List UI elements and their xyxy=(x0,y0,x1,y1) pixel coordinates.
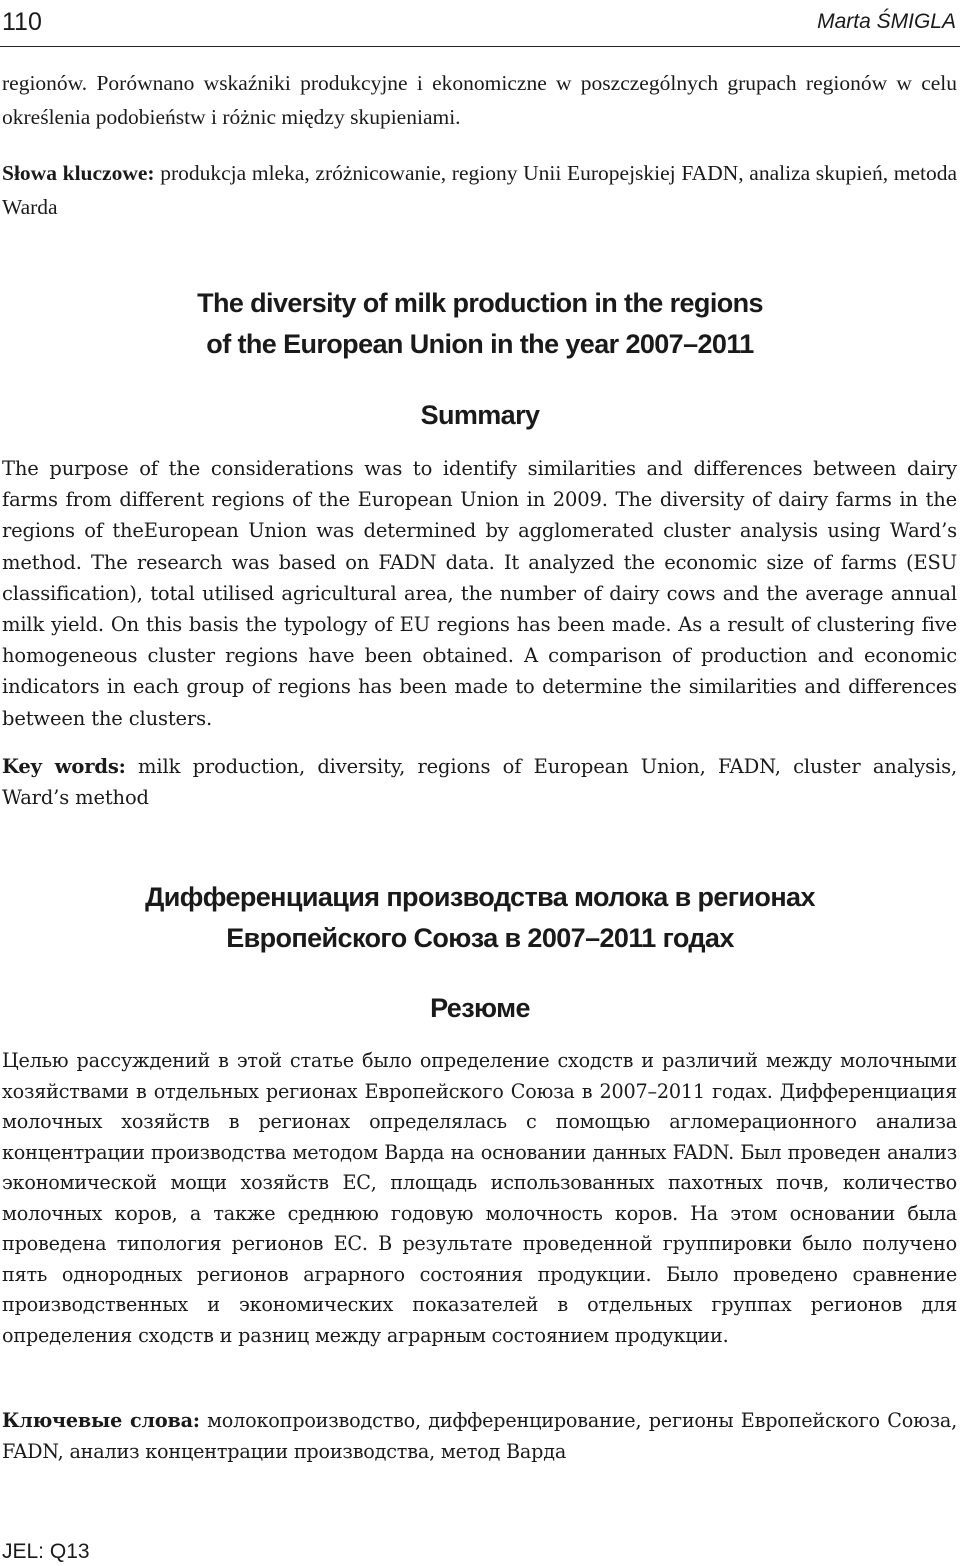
english-keywords-text: milk production, diversity, regions of European Union, FADN, cluster analysis, Ward’s method xyxy=(2,755,957,810)
russian-summary-heading: Резюме xyxy=(430,993,530,1023)
russian-title-line2: Европейского Союза в 2007–2011 годах xyxy=(226,923,734,953)
english-title-line2: of the European Union in the year 2007–2011 xyxy=(206,329,754,359)
russian-title-line1: Дифференциация производства молока в регионах xyxy=(145,882,815,912)
jel-code: JEL: Q13 xyxy=(2,1540,90,1563)
english-summary-heading: Summary xyxy=(420,400,540,430)
russian-keywords-text: молокопроизводство, дифференцирование, регионы Европейского Союза, FADN, анализ концентрации производства, метод Варда xyxy=(2,1409,957,1463)
running-head-author: Marta ŚMIGLA xyxy=(817,10,956,33)
russian-summary-text: Целью рассуждений в этой статье было определение сходств и различий между молочными хозяйствами в отдельных регионах Европейского Союза в 2007–2011 годах. Дифференциация молочных хозяйств в регионах определялась с помощью агломерационного анализа концентрации производства методом Варда на основании данных FADN. Был проведен анализ экономической мощи хозяйств ЕС, площадь использованных пахотных почв, количество молочных коров, а также среднюю годовую молочность коров. На этом основании была проведена типология регионов ЕС. В результате проведенной группировки было получено пять однородных регионов аграрного состояния продукции. Было проведено сравнение производственных и экономических показателей в отдельных группах регионов для определения сходств и разниц между аграрным состоянием продукции. xyxy=(2,1049,957,1347)
header-rule xyxy=(0,46,960,47)
polish-keywords-label: Słowa kluczowe: xyxy=(2,161,155,185)
page-number: 110 xyxy=(2,8,42,36)
english-keywords xyxy=(2,751,957,813)
polish-keywords-text: produkcja mleka, zróżnicowanie, regiony Unii Europejskiej FADN, analiza skupień, metoda Warda xyxy=(2,161,957,219)
polish-keywords xyxy=(2,156,957,224)
english-title-line1: The diversity of milk production in the regions xyxy=(197,288,763,318)
page-header xyxy=(0,4,960,44)
russian-keywords-label: Ключевые слова: xyxy=(2,1409,200,1432)
english-title xyxy=(0,283,960,365)
english-keywords-label: Key words: xyxy=(2,755,126,778)
english-summary-text: The purpose of the considerations was to identify similarities and differences between dairy farms from different regions of the European Union in 2009. The diversity of dairy farms in the regions of theEuropean Union was determined by agglomerated cluster analysis using Ward’s method. The research was based on FADN data. It analyzed the economic size of farms (ESU classification), total utilised agricultural area, the number of dairy cows and the average annual milk yield. On this basis the typology of EU regions has been made. As a result of clustering five homogeneous cluster regions have been obtained. A comparison of production and economic indicators in each group of regions has been made to determine the similarities and differences between the clusters. xyxy=(2,457,957,730)
russian-keywords xyxy=(2,1406,957,1467)
polish-abstract-end: regionów. Porównano wskaźniki produkcyjne i ekonomiczne w poszczególnych grupach regionów w celu określenia podobieństw i różnic między skupieniami. xyxy=(2,71,957,129)
russian-title xyxy=(0,877,960,959)
